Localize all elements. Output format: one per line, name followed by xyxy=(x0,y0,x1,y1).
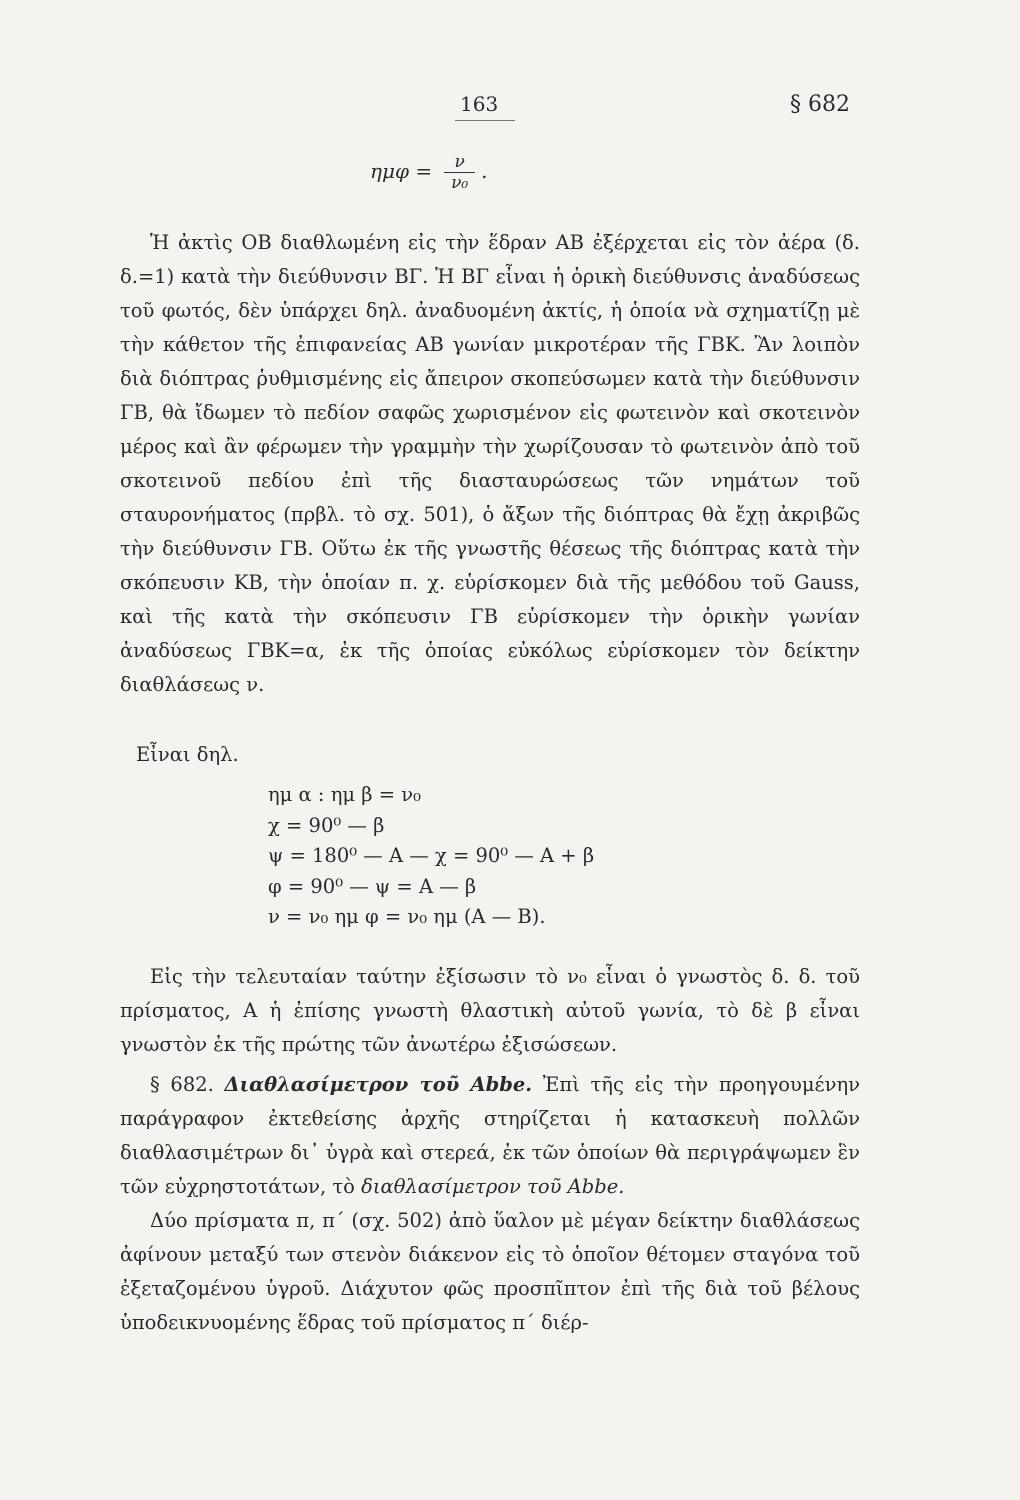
section-682-title: Διαθλασίμετρον τοῦ Abbe. xyxy=(224,1073,533,1096)
formula-fraction xyxy=(444,152,474,193)
paragraph-namely: Εἶναι δηλ. xyxy=(136,743,239,766)
section-682-body: Ἐπὶ τῆς εἰς τὴν προηγουμένην παράγραφον ἐκτεθείσης ἀρχῆς στηρίζεται ἡ κατασκευὴ πολλῶν διαθλασιμέτρων δι᾽ ὑγρὰ καὶ στερεά, ἐκ τῶν ὁποίων θὰ περιγράψωμεν ἓν τῶν εὐχρηστοτάτων, τὸ xyxy=(120,1073,861,1198)
paragraph-last-equation: Εἰς τὴν τελευταίαν ταύτην ἐξίσωσιν τὸ ν₀ εἶναι ὁ γνωστὸς δ. δ. τοῦ πρίσματος, Α ἡ ἐπίσης γνωστὴ θλαστικὴ αὐτοῦ γωνία, τὸ δὲ β εἶναι γνωστὸν ἐκ τῆς πρώτης τῶν ἀνωτέρω ἐξισώσεων. xyxy=(120,965,860,1056)
section-682-italic-end: διαθλασίμετρον τοῦ Abbe. xyxy=(361,1175,625,1198)
section-682-number: § 682. xyxy=(150,1073,214,1096)
equation-2: χ = 90⁰ — β xyxy=(268,813,385,837)
equation-1: ημ α : ημ β = ν₀ xyxy=(268,783,421,806)
page-header xyxy=(0,92,1020,124)
formula-end: . xyxy=(481,159,488,183)
page-number: 163 xyxy=(460,92,499,116)
paragraph-section-682 xyxy=(120,1068,860,1204)
equation-5: ν = ν₀ ημ φ = ν₀ ημ (Α — Β). xyxy=(268,905,546,928)
paragraph-critical-ray: Ἡ ἀκτὶς ΟΒ διαθλωμένη εἰς τὴν ἕδραν ΑΒ ἐξέρχεται εἰς τὸν ἀέρα (δ. δ.=1) κατὰ τὴν διεύθυνσιν ΒΓ. Ἡ ΒΓ εἶναι ἡ ὁρικὴ διεύθυνσις ἀναδύσεως τοῦ φωτός, δὲν ὑπάρχει δηλ. ἀναδυομένη ἀκτίς, ἡ ὁποία νὰ σχηματίζῃ μὲ τὴν κάθετον τῆς ἐπιφανείας ΑΒ γωνίαν μικροτέραν τῆς ΓΒΚ. Ἂν λοιπὸν διὰ διόπτρας ῥυθμισμένης εἰς ἄπειρον σκοπεύσωμεν κατὰ τὴν διεύθυνσιν ΓΒ, θὰ ἴδωμεν τὸ πεδίον σαφῶς χωρισμένον εἰς φωτεινὸν καὶ σκοτεινὸν μέρος καὶ ἂν φέρωμεν τὴν γραμμὴν τὴν χωρίζουσαν τὸ φωτεινὸν ἀπὸ τοῦ σκοτεινοῦ πεδίου ἐπὶ τῆς διασταυρώσεως τῶν νημάτων τοῦ σταυρονήματος (πρβλ. τὸ σχ. 501), ὁ ἄξων τῆς διόπτρας θὰ ἔχῃ ἀκριβῶς τὴν διεύθυνσιν ΓΒ. Οὕτω ἐκ τῆς γνωστῆς θέσεως τῆς διόπτρας κατὰ τὴν σκόπευσιν ΚΒ, τὴν ὁποίαν π. χ. εὑρίσκομεν διὰ τῆς μεθόδου τοῦ Gauss, καὶ τῆς κατὰ τὴν σκόπευσιν ΓΒ εὑρίσκομεν τὴν ὁρικὴν γωνίαν ἀναδύσεως ΓΒΚ=α, ἐκ τῆς ὁποίας εὐκόλως εὑρίσκομεν τὸν δείκτην διαθλάσεως ν. xyxy=(120,231,860,696)
formula-lhs: ημφ = xyxy=(370,159,433,183)
paragraph-two-prisms: Δύο πρίσματα π, π΄ (σχ. 502) ἀπὸ ὕαλον μὲ μέγαν δείκτην διαθλάσεως ἀφίνουν μεταξύ των στενὸν διάκενον εἰς τὸ ὁποῖον θέτομεν σταγόνα τοῦ ἐξεταζομένου ὑγροῦ. Διάχυτον φῶς προσπῖπτον ἐπὶ τῆς διὰ τοῦ βέλους ὑποδεικνυομένης ἕδρας τοῦ πρίσματος π΄ διέρ- xyxy=(120,1209,860,1334)
formula-eta-phi xyxy=(370,152,488,193)
page-number-underline xyxy=(455,120,515,121)
fraction-numerator: ν xyxy=(444,152,474,173)
equation-4: φ = 90⁰ — ψ = Α — β xyxy=(268,874,477,898)
fraction-denominator: ν₀ xyxy=(451,173,469,193)
equations-block xyxy=(268,780,594,933)
section-number: § 682 xyxy=(790,92,850,117)
equation-3: ψ = 180⁰ — Α — χ = 90⁰ — Α + β xyxy=(268,844,595,867)
